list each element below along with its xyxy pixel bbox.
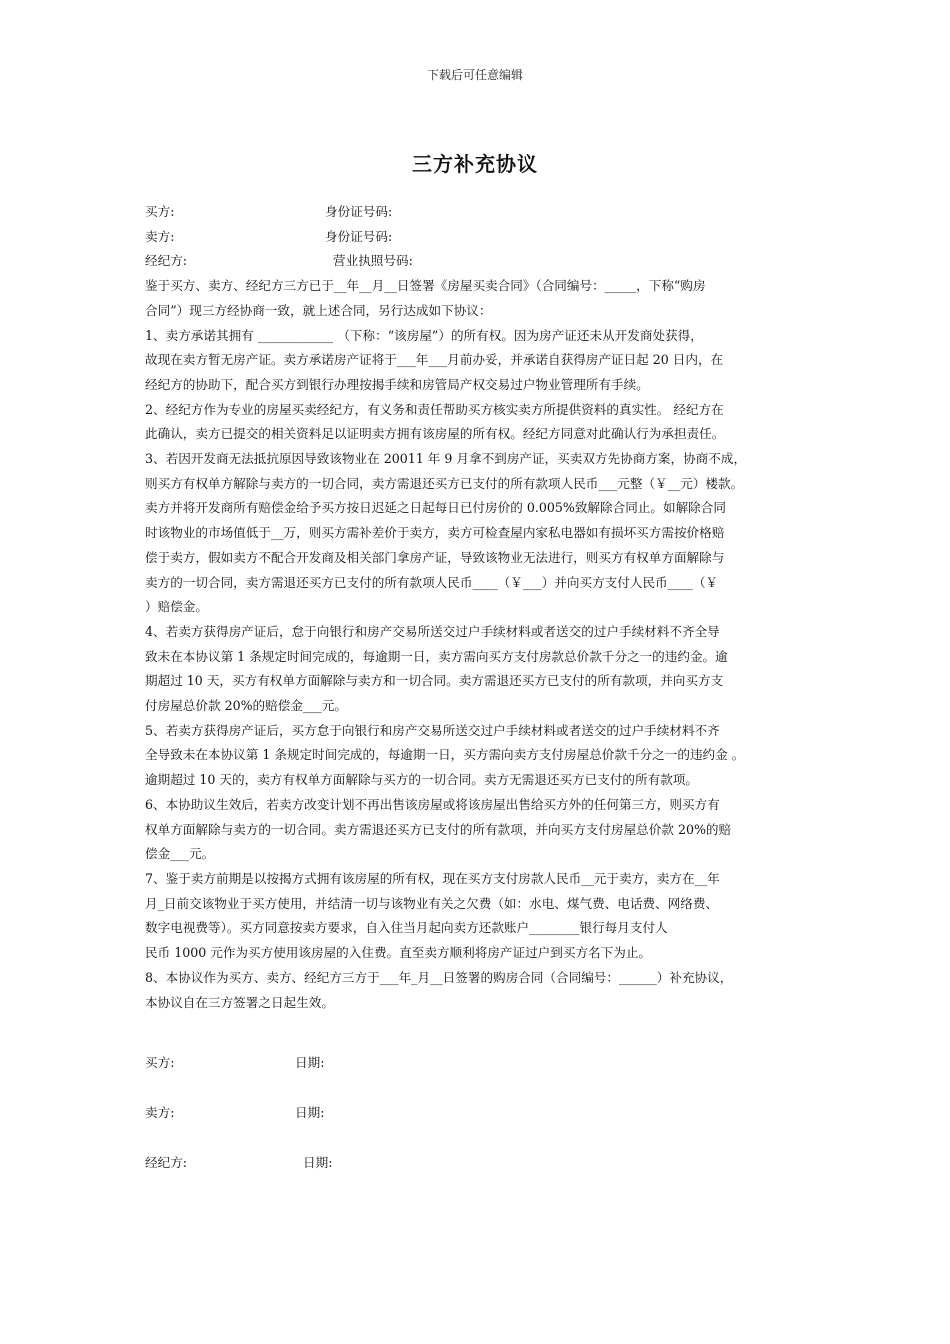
- party-agent-line: [145, 249, 825, 274]
- body-line: 月_日前交该物业于买方使用，并结清一切与该物业有关之欠费（如：水电、煤气费、电话费、网络费、: [145, 895, 719, 911]
- body-line: 3、若因开发商无法抵抗原因导致该物业在 20011 年 9 月拿不到房产证，买卖双方先协商方案，协商不成，: [145, 451, 747, 467]
- body-line: 7、鉴于卖方前期是以按揭方式拥有该房屋的所有权，现在买方支付房款人民币__元于卖方，卖方在__年: [145, 870, 720, 886]
- body-line: 全导致未在本协议第 1 条规定时间完成的，每逾期一日，买方需向卖方支付房屋总价款千分之一的违约金 。: [145, 747, 745, 763]
- body-line: 6、本协助议生效后，若卖方改变计划不再出售该房屋或将该房屋出售给买方外的任何第三方，则买方有: [145, 796, 720, 812]
- header-note: 下载后可任意编辑: [426, 68, 523, 82]
- party-license-label: 营业执照号码:: [333, 253, 413, 269]
- party-seller-line: [145, 225, 825, 250]
- signature-agent: [145, 1152, 332, 1171]
- party-label: 卖方:: [145, 228, 175, 244]
- body-line: 5、若卖方获得房产证后，买方怠于向银行和房产交易所送交过户手续材料或者送交的过户手续材料不齐: [145, 722, 720, 738]
- document-title: 三方补充协议: [412, 152, 538, 176]
- date-label: 日期:: [295, 1105, 325, 1120]
- body-line: 偿于卖方，假如卖方不配合开发商及相关部门拿房产证，导致该物业无法进行，则买方有权单方面解除与: [145, 549, 725, 565]
- body-line: 期超过 10 天，买方有权单方面解除与卖方和一切合同。卖方需退还买方已支付的所有款项，并向买方支: [145, 673, 724, 689]
- body-line: 则买方有权单方解除与卖方的一切合同，卖方需退还买方已支付的所有款项人民币___元整（￥__元）楼款。: [145, 475, 744, 491]
- body-line: 8、本协议作为买方、卖方、经纪方三方于___年_月__日签署的购房合同（合同编号：______）补充协议，: [145, 969, 733, 985]
- date-label: 日期:: [303, 1155, 333, 1170]
- body-line: 经纪方的协助下，配合买方到银行办理按揭手续和房管局产权交易过户物业管理所有手续。: [145, 376, 649, 392]
- body-line: 偿金___元。: [145, 846, 215, 862]
- body-line: 本协议自在三方签署之日起生效。: [145, 994, 334, 1010]
- body-line: 2、经纪方作为专业的房屋买卖经纪方，有义务和责任帮助买方核实卖方所提供资料的真实性。 经纪方在: [145, 401, 724, 417]
- signature-label: 卖方:: [145, 1105, 175, 1120]
- signature-label: 买方:: [145, 1055, 175, 1070]
- date-label: 日期:: [295, 1055, 325, 1070]
- signature-buyer: [145, 1052, 324, 1071]
- body-line: 故现在卖方暂无房产证。卖方承诺房产证将于___年___月前办妥，并承诺自获得房产证日起 20 日内，在: [145, 352, 724, 368]
- party-label: 经纪方:: [145, 253, 188, 269]
- document-body: [145, 200, 825, 1015]
- party-label: 买方:: [145, 204, 175, 219]
- body-line: ）赔偿金。: [145, 599, 208, 615]
- body-line: 致未在本协议第 1 条规定时间完成的，每逾期一日，卖方需向买方支付房款总价款千分之一的违约金。逾: [145, 648, 728, 664]
- body-line: 卖方并将开发商所有赔偿金给予买方按日迟延之日起每日已付房价的 0.005%致解除合同止。如解除合同: [145, 500, 726, 516]
- party-id-label: 身份证号码:: [325, 204, 393, 219]
- body-line: 付房屋总价款 20%的赔偿金___元。: [145, 698, 348, 714]
- party-id-label: 身份证号码:: [325, 228, 393, 244]
- party-buyer-line: [145, 200, 825, 225]
- body-line: 权单方面解除与卖方的一切合同。卖方需退还买方已支付的所有款项，并向买方支付房屋总价款 20%的赔: [145, 821, 732, 837]
- signature-seller: [145, 1102, 324, 1121]
- body-line: 此确认，卖方已提交的相关资料足以证明卖方拥有该房屋的所有权。经纪方同意对此确认行为承担责任。: [145, 426, 725, 442]
- body-line: 4、若卖方获得房产证后，怠于向银行和房产交易所送交过户手续材料或者送交的过户手续材料不齐全导: [145, 623, 720, 639]
- body-line: 数字电视费等）。买方同意按卖方要求，自入住当月起向卖方还款账户________银行每月支付人: [145, 920, 668, 936]
- agreement-text: [145, 274, 825, 1015]
- body-line: 合同”）现三方经协商一致，就上述合同，另行达成如下协议：: [145, 302, 492, 318]
- body-line: 民币 1000 元作为买方使用该房屋的入住费。直至卖方顺利将房产证过户到买方名下为止。: [145, 945, 652, 961]
- body-line: 鉴于买方、卖方、经纪方三方已于__年__月__日签署《房屋买卖合同》（合同编号：_____，下称“购房: [145, 278, 706, 294]
- body-line: 卖方的一切合同，卖方需退还买方已支付的所有款项人民币____（￥___）并向买方支付人民币____（￥: [145, 574, 719, 590]
- signature-label: 经纪方:: [145, 1155, 188, 1170]
- body-line: 逾期超过 10 天的，卖方有权单方面解除与买方的一切合同。卖方无需退还买方已支付的所有款项。: [145, 772, 698, 788]
- body-line: 时该物业的市场值低于__万，则买方需补差价于卖方，卖方可检查屋内家私电器如有损坏买方需按价格赔: [145, 525, 725, 541]
- body-line: 1、卖方承诺其拥有 ____________ （下称：“该房屋”）的所有权。因为房产证还未从开发商处获得，: [145, 327, 703, 343]
